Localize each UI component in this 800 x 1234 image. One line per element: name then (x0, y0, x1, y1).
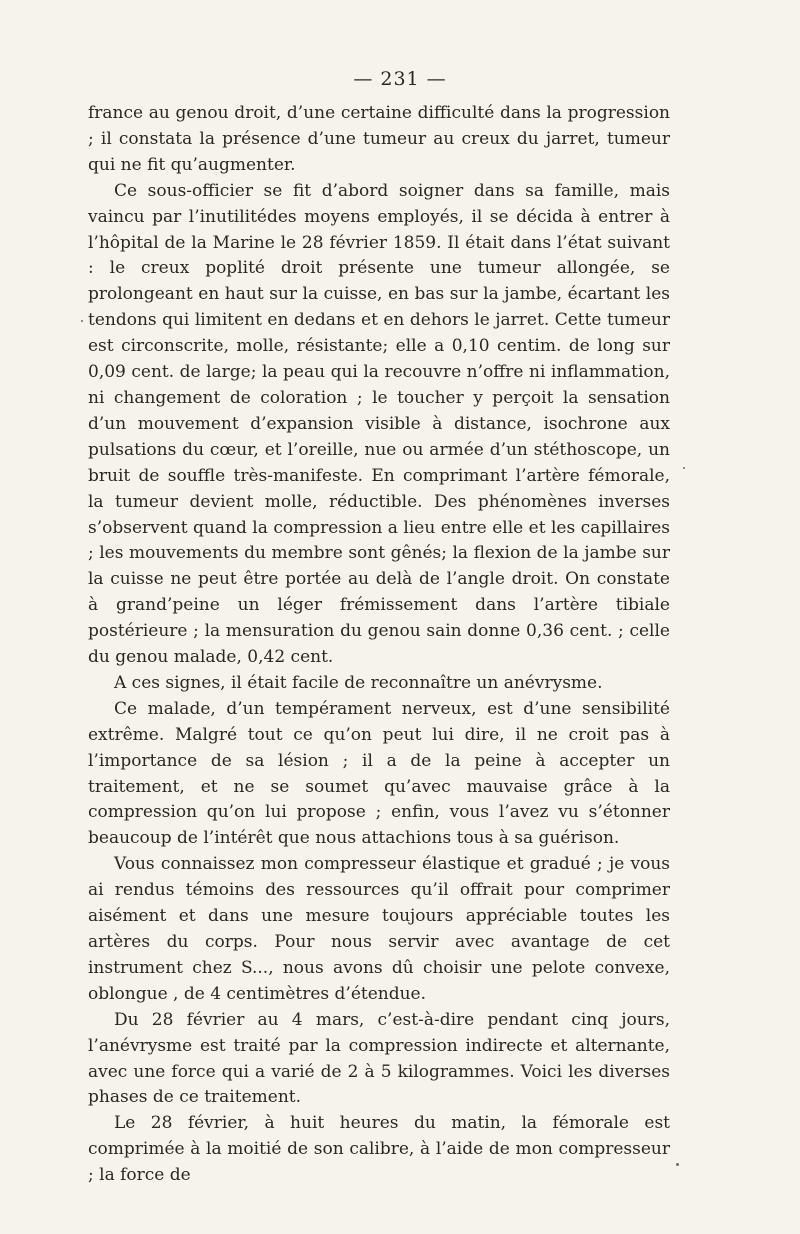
ink-speck (676, 1163, 679, 1166)
paragraph: A ces signes, il était facile de reconnaître un anévrysme. (114, 672, 603, 693)
paragraph: Ce malade, d’un tempérament nerveux, est d’une sensibilité extrême. Malgré tout ce qu’on peut lui dire, il ne croit pas à l’importance de sa lésion ; il a de la peine à accepter un traitement, et ne se soumet qu’avec mauvaise grâce à la compression qu’on lui propose ; enfin, vous l’avez vu s’étonner beaucoup de l’intérêt que nous attachions tous à sa guérison. (88, 698, 670, 849)
paragraph: Vous connaissez mon compresseur élastique et gradué ; je vous ai rendus témoins des ressources qu’il offrait pour comprimer aisément et dans une mesure toujours appréciable toutes les artères du corps. Pour nous servir avec avantage de cet instrument chez S..., nous avons dû choisir une pelote convexe, oblongue , de 4 centimètres d’étendue. (88, 854, 670, 1004)
paragraph: Du 28 février au 4 mars, c’est-à-dire pendant cinq jours, l’anévrysme est traité par la compression indirecte et alternante, avec une force qui a varié de 2 à 5 kilogrammes. Voici les diverses phases de ce traitement. (88, 1009, 670, 1108)
paragraph: france au genou droit, d’une certaine difficulté dans la progression ; il constata la présence d’une tumeur au creux du jarret, tumeur qui ne fit qu’augmenter. (88, 103, 670, 175)
paragraph: Le 28 février, à huit heures du matin, la fémorale est comprimée à la moitié de son calibre, à l’aide de mon compresseur ; la force de (88, 1113, 670, 1186)
ink-speck (683, 467, 685, 469)
ink-speck (81, 320, 83, 322)
body-text (88, 101, 670, 1189)
paragraph: Ce sous-officier se fit d’abord soigner dans sa famille, mais vaincu par l’inutilitédes moyens employés, il se décida à entrer à l’hôpital de la Marine le 28 février 1859. Il était dans l’état suivant : le creux poplité droit présente une tumeur allongée, se prolongeant en haut sur la cuisse, en bas sur la jambe, écartant les tendons qui limitent en dedans et en dehors le jarret. Cette tumeur est circonscrite, molle, résistante; elle a 0,10 centim. de long sur 0,09 cent. de large; la peau qui la recouvre n’offre ni inflammation, ni changement de coloration ; le toucher y perçoit la sensation d’un mouvement d’expansion visible à distance, isochrone aux pulsations du cœur, et l’oreille, nue ou armée d’un stéthoscope, un bruit de souffle très-manifeste. En comprimant l’artère fémorale, la tumeur devient molle, réductible. Des phénomènes inverses s’observent quand la compression a lieu entre elle et les capillaires ; les mouvements du membre sont gênés; la flexion de la jambe sur la cuisse ne peut être portée au delà de l’angle droit. On constate à grand’peine un léger frémissement dans l’artère tibiale postérieure ; la mensuration du genou sain donne 0,36 cent. ; celle du genou malade, 0,42 cent. (88, 180, 670, 668)
page-number: — 231 — (353, 68, 447, 90)
